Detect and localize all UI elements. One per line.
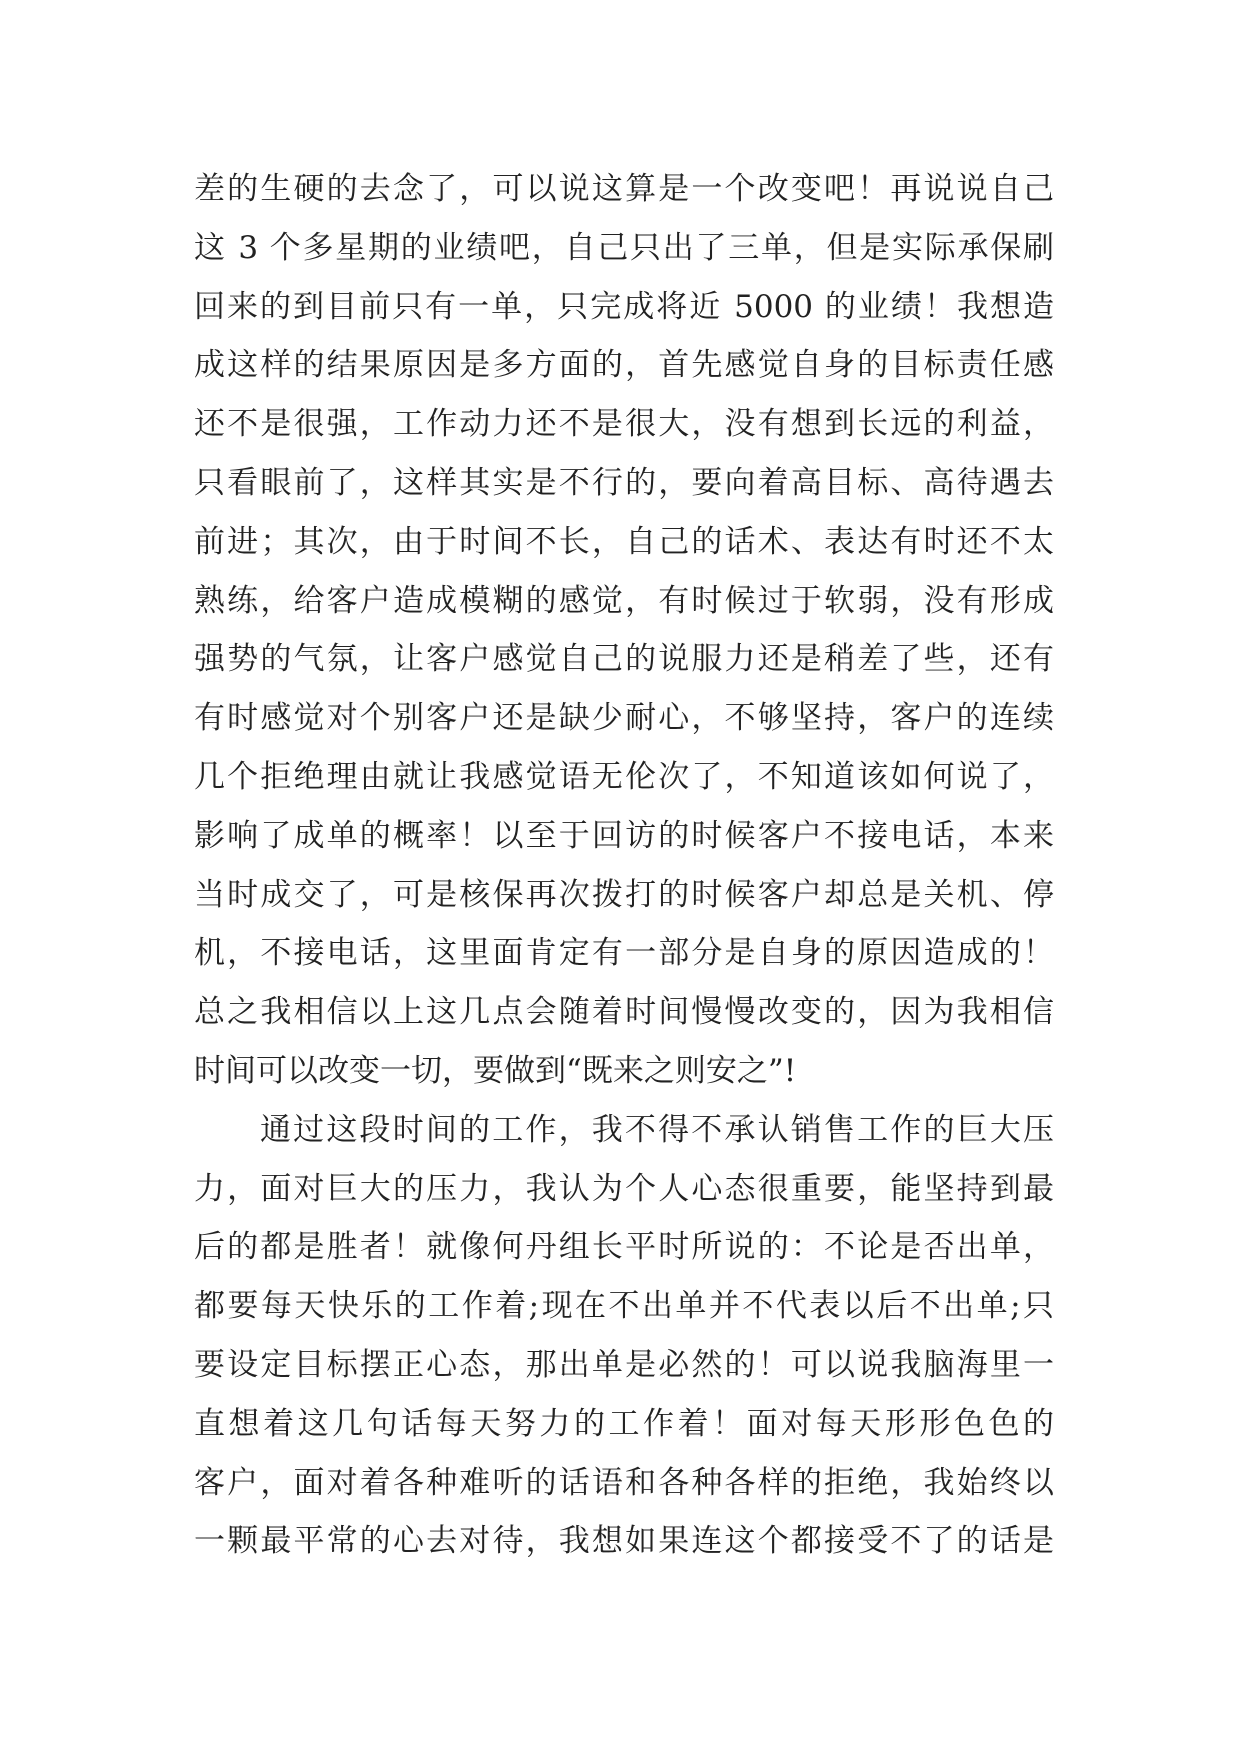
text-line: 都要每天快乐的工作着;现在不出单并不代表以后不出单;只	[194, 1288, 1054, 1325]
text-line: 这 3 个多星期的业绩吧，自己只出了三单，但是实际承保刷	[194, 229, 1054, 266]
text-line: 熟练，给客户造成模糊的感觉，有时候过于软弱，没有形成	[194, 582, 1054, 619]
text-line: 成这样的结果原因是多方面的，首先感觉自身的目标责任感	[194, 347, 1054, 384]
text-line: 影响了成单的概率！以至于回访的时候客户不接电话，本来	[194, 817, 1054, 854]
text-line: 还不是很强，工作动力还不是很大，没有想到长远的利益，	[194, 406, 1054, 443]
text-line: 差的生硬的去念了，可以说这算是一个改变吧！再说说自己	[194, 171, 1054, 207]
text-line: 强势的气氛，让客户感觉自己的说服力还是稍差了些，还有	[194, 641, 1054, 678]
text-line: 只看眼前了，这样其实是不行的，要向着高目标、高待遇去	[194, 464, 1054, 501]
text-line: 总之我相信以上这几点会随着时间慢慢改变的，因为我相信	[194, 994, 1054, 1031]
paragraph-first-line: 通过这段时间的工作，我不得不承认销售工作的巨大压	[260, 1111, 1054, 1148]
text-line: 当时成交了，可是核保再次拨打的时候客户却总是关机、停	[194, 876, 1054, 913]
text-line: 一颗最平常的心去对待，我想如果连这个都接受不了的话是	[194, 1523, 1054, 1560]
text-line: 后的都是胜者！就像何丹组长平时所说的：不论是否出单，	[194, 1229, 1054, 1266]
text-line: 时间可以改变一切，要做到“既来之则安之”!	[194, 1052, 797, 1089]
text-line: 客户，面对着各种难听的话语和各种各样的拒绝，我始终以	[194, 1464, 1054, 1501]
text-line: 几个拒绝理由就让我感觉语无伦次了，不知道该如何说了，	[194, 758, 1054, 795]
text-line: 机，不接电话，这里面肯定有一部分是自身的原因造成的！	[194, 935, 1054, 972]
text-line: 直想着这几句话每天努力的工作着！面对每天形形色色的	[194, 1405, 1054, 1442]
text-line: 回来的到目前只有一单，只完成将近 5000 的业绩！我想造	[194, 288, 1054, 325]
text-line: 有时感觉对个别客户还是缺少耐心，不够坚持，客户的连续	[194, 700, 1054, 737]
text-line: 前进；其次，由于时间不长，自己的话术、表达有时还不太	[194, 523, 1054, 560]
text-line: 力，面对巨大的压力，我认为个人心态很重要，能坚持到最	[194, 1170, 1054, 1207]
text-line: 要设定目标摆正心态，那出单是必然的！可以说我脑海里一	[194, 1346, 1054, 1383]
body-text	[194, 160, 1054, 1571]
